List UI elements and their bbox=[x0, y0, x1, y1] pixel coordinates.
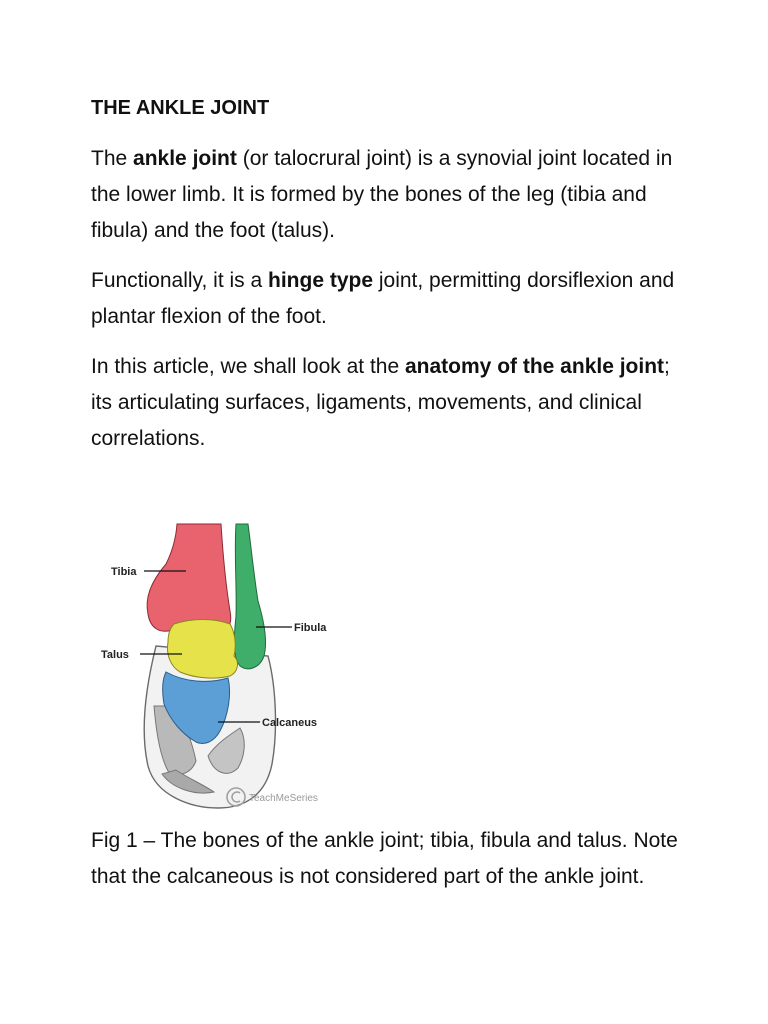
intro-paragraph bbox=[91, 141, 691, 249]
bold-term: anatomy of the ankle joint bbox=[405, 355, 665, 378]
tibia-label: Tibia bbox=[111, 566, 137, 578]
talus-label: Talus bbox=[101, 649, 129, 661]
text-run: The bbox=[91, 147, 134, 170]
text-run: ; its articulating surfaces, ligaments, movements, and clinical correlations. bbox=[91, 355, 670, 450]
figure-caption: Fig 1 – The bones of the ankle joint; tibia, fibula and talus. Note that the calcaneous is not considered part of the ankle joint. bbox=[91, 829, 678, 888]
article-scope-paragraph bbox=[91, 349, 691, 457]
ankle-illustration bbox=[96, 516, 346, 812]
tibia-bone bbox=[147, 524, 231, 631]
fibula-label: Fibula bbox=[294, 622, 327, 634]
watermark-text: TeachMeSeries bbox=[249, 793, 318, 804]
bold-term: ankle joint bbox=[133, 147, 237, 170]
ankle-bones-figure bbox=[96, 516, 346, 812]
text-run: Functionally, it is a bbox=[91, 269, 269, 292]
fibula-bone bbox=[234, 524, 265, 669]
text-run: joint, permitting dorsiflexion and plantar flexion of the foot. bbox=[91, 269, 675, 328]
bold-term: hinge type bbox=[268, 269, 374, 292]
calcaneus-label: Calcaneus bbox=[262, 717, 318, 729]
text-run: (or talocrural joint) is a synovial joint located in the lower limb. It is formed by the bones of the leg (tibia and fibula) and the foot (talus). bbox=[91, 147, 673, 242]
talus-bone bbox=[168, 620, 238, 679]
function-paragraph bbox=[91, 263, 691, 335]
page-title: THE ANKLE JOINT bbox=[91, 97, 270, 119]
text-run: In this article, we shall look at the bbox=[91, 355, 405, 378]
